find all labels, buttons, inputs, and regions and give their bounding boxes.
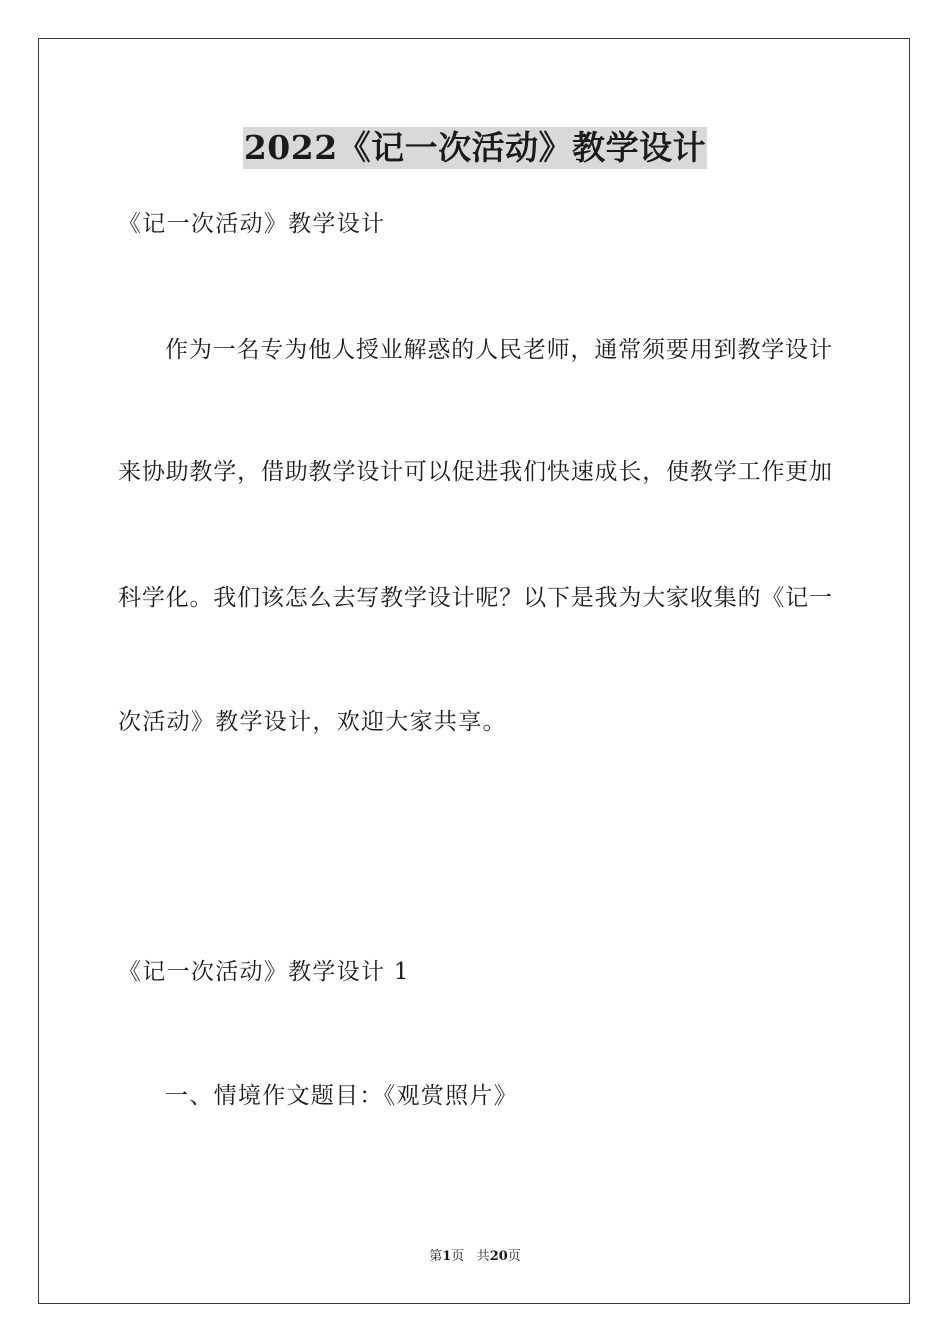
document-title: 2022《记一次活动》教学设计 xyxy=(243,128,707,167)
page-footer xyxy=(0,1248,950,1266)
document-subtitle: 《记一次活动》教学设计 xyxy=(118,211,386,237)
intro-line-1: 作为一名专为他人授业解惑的人民老师，通常须要用到教学设计 xyxy=(165,337,832,363)
page-prefix: 第 xyxy=(429,1249,443,1264)
page-current: 1 xyxy=(442,1249,452,1264)
section-heading: 《记一次活动》教学设计 1 xyxy=(118,959,410,985)
intro-line-2: 来协助教学，借助教学设计可以促进我们快速成长，使教学工作更加 xyxy=(118,459,832,485)
total-suffix: 页 xyxy=(507,1249,521,1264)
total-prefix: 共 xyxy=(476,1249,490,1264)
intro-line-4: 次活动》教学设计，欢迎大家共享。 xyxy=(118,709,507,735)
title-container xyxy=(0,127,950,169)
page-total: 20 xyxy=(489,1249,508,1264)
list-item-1: 一、情境作文题目：《观赏照片》 xyxy=(165,1083,518,1109)
intro-line-3: 科学化。我们该怎么去写教学设计呢？以下是我为大家收集的《记一 xyxy=(118,585,832,611)
page-suffix: 页 xyxy=(451,1249,465,1264)
